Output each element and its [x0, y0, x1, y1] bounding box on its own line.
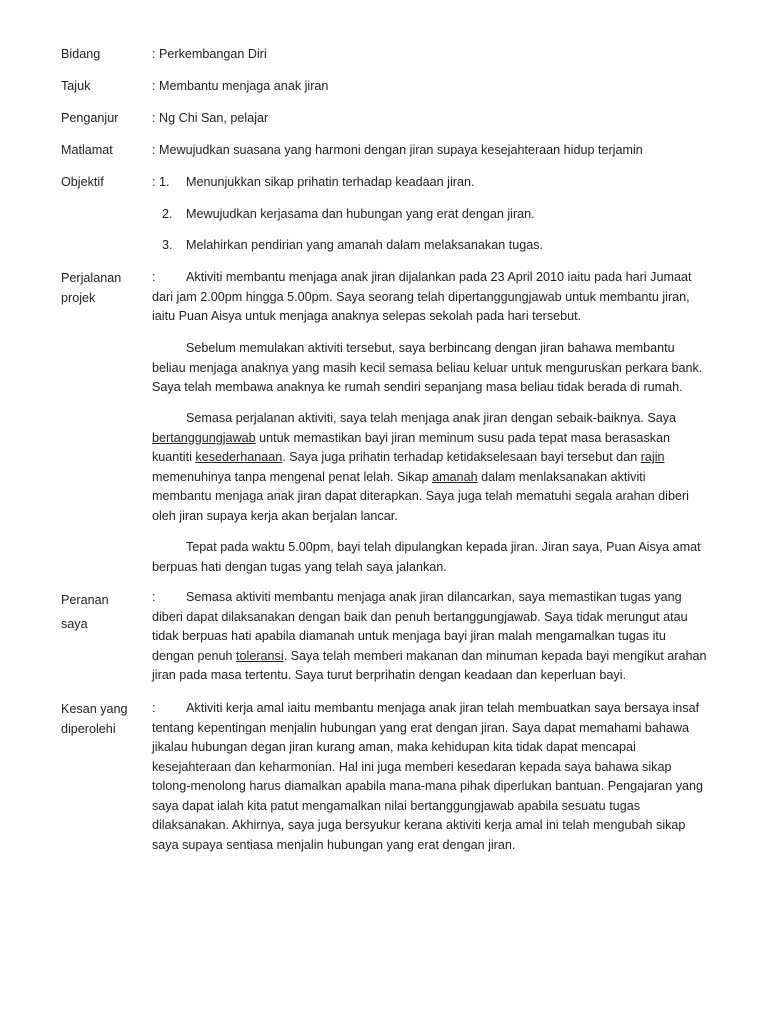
objektif-num: 3.: [162, 238, 173, 252]
text-line: tentang kepentingan menjalin hubungan yang erat dengan jiran. Saya dapat memahami bahawa: [152, 720, 690, 735]
perjalanan-para-2: [152, 339, 714, 398]
label-line: diperolehi: [61, 722, 116, 736]
text-line: Aktiviti kerja amal iaitu membantu menjaga anak jiran telah membuatkan saya bersaya insaf: [186, 701, 700, 715]
text-line: jiran pada masa tertentu. Saya turut berprihatin dengan keadaan dan keperluan bayi.: [152, 668, 626, 682]
text-line: beliau menjaga anaknya yang masih kecil semasa beliau keluar untuk menguruskan perkara bank.: [152, 360, 703, 375]
text-fragment: dengan penuh: [152, 648, 237, 663]
text-fragment: . Saya telah memberi makanan dan minuman kepada bayi mengikut arahan: [283, 648, 707, 663]
value-tajuk: : Membantu menjaga anak jiran: [152, 79, 329, 93]
text-line: untuk memastikan bayi jiran meminum susu pada tepat masa berasaskan: [255, 430, 671, 445]
peranan-para: [152, 588, 714, 686]
text-line: Semasa perjalanan aktiviti, saya telah menjaga anak jiran dengan sebaik-baiknya. Saya: [186, 411, 677, 425]
colon: :: [152, 701, 156, 715]
text-line: jikalau hubungan degan jiran kurang aman, maka kehidupan kita tidak dapat mencapai: [152, 740, 636, 754]
objektif-item: Menunjukkan sikap prihatin terhadap keadaan jiran.: [186, 175, 475, 189]
label-objektif: Objektif: [61, 175, 104, 189]
text-line: tidak berpuas hati apabila diamanah untuk menjaga bayi jiran malah mengamalkan tugas itu: [152, 629, 666, 643]
label-tajuk: Tajuk: [61, 79, 91, 93]
text-line: iaitu Puan Aisya untuk menjaga anaknya selepas sekolah pada hari tersebut.: [152, 309, 582, 323]
label-penganjur: Penganjur: [61, 111, 119, 125]
text-line: dilaksanakan. Akhirnya, saya juga bersyukur kerana aktiviti kerja amal ini telah mengubah sikap: [152, 818, 686, 832]
text-line: berpuas hati dengan tugas yang telah saya jalankan.: [152, 559, 447, 574]
label-matlamat: Matlamat: [61, 143, 113, 157]
underlined-word: toleransi: [236, 648, 284, 663]
label-line: Kesan yang: [61, 702, 128, 716]
text-line: Sebelum memulakan aktiviti tersebut, saya berbincang dengan jiran bahawa membantu: [186, 341, 675, 355]
colon: :: [152, 270, 156, 284]
label-peranan: [61, 588, 145, 636]
value-bidang: : Perkembangan Diri: [152, 47, 267, 61]
underlined-word: bertanggungjawab: [152, 430, 256, 445]
text-line: Semasa aktiviti membantu menjaga anak jiran dilancarkan, saya memastikan tugas yang: [186, 590, 682, 604]
text-line: saya supaya sentiasa menjalin hubungan yang erat dengan jiran.: [152, 837, 516, 852]
text-line: tolong-menolong harus diamalkan apabila mana-mana pihak diperlukan bantuan. Pengajaran yang: [152, 779, 704, 793]
label-kesan: [61, 699, 145, 739]
text-line: Aktiviti membantu menjaga anak jiran dijalankan pada 23 April 2010 iaitu pada hari Jumaat: [186, 270, 692, 284]
label-line: projek: [61, 291, 96, 305]
underlined-word: kesederhanaan: [195, 450, 283, 464]
value-penganjur: : Ng Chi San, pelajar: [152, 111, 269, 125]
underlined-word: amanah: [432, 469, 478, 484]
label-bidang: Bidang: [61, 47, 101, 61]
perjalanan-para-1: [152, 268, 714, 327]
text-line: diberi dapat dilaksanakan dengan baik dan penuh bertanggungjawab. Saya tidak merungut atau: [152, 609, 688, 624]
label-line: saya: [61, 617, 88, 631]
text-line: Tepat pada waktu 5.00pm, bayi telah dipulangkan kepada jiran. Jiran saya, Puan Aisya amat: [186, 540, 701, 554]
text-line: Saya telah membawa anaknya ke rumah sendiri sepanjang masa beliau tidak berada di rumah.: [152, 380, 683, 394]
kesan-para: [152, 699, 714, 855]
label-line: Perjalanan: [61, 271, 122, 285]
perjalanan-para-4: [152, 538, 714, 577]
objektif-prefix: : 1.: [152, 175, 170, 189]
colon: :: [152, 590, 156, 604]
objektif-item: Mewujudkan kerjasama dan hubungan yang erat dengan jiran.: [186, 207, 535, 221]
text-line: saya dapat ialah kita patut mengamalkan nilai bertanggungjawab apabila sesuatu tugas: [152, 798, 640, 813]
value-matlamat: : Mewujudkan suasana yang harmoni dengan jiran supaya kesejahteraan hidup terjamin: [152, 143, 643, 157]
underlined-word: rajin: [640, 450, 665, 464]
objektif-num: 2.: [162, 207, 173, 221]
text-fragment: kuantiti: [152, 450, 196, 464]
text-fragment: . Saya juga prihatin terhadap ketidakselesaan bayi tersebut dan: [282, 450, 641, 464]
label-perjalanan: [61, 268, 145, 308]
label-line: Peranan: [61, 593, 109, 607]
text-line: membantu menjaga anak jiran dapat diterapkan. Saya juga telah mematuhi segala arahan diberi: [152, 489, 689, 503]
text-line: oleh jiran supaya kerja akan berjalan lancar.: [152, 508, 398, 523]
text-fragment: dalam menlaksanakan aktiviti: [477, 469, 646, 484]
objektif-item: Melahirkan pendirian yang amanah dalam melaksanakan tugas.: [186, 238, 544, 252]
perjalanan-para-3: [152, 409, 714, 526]
text-line: dari jam 2.00pm hingga 5.00pm. Saya seorang telah dipertanggungjawab untuk membantu jiran,: [152, 289, 690, 304]
text-fragment: memenuhinya tanpa mengenal penat lelah. Sikap: [152, 469, 433, 484]
text-line: kesejahteraan dan keharmonian. Hal ini juga memberi kesedaran kepada saya bahawa sikap: [152, 759, 672, 774]
